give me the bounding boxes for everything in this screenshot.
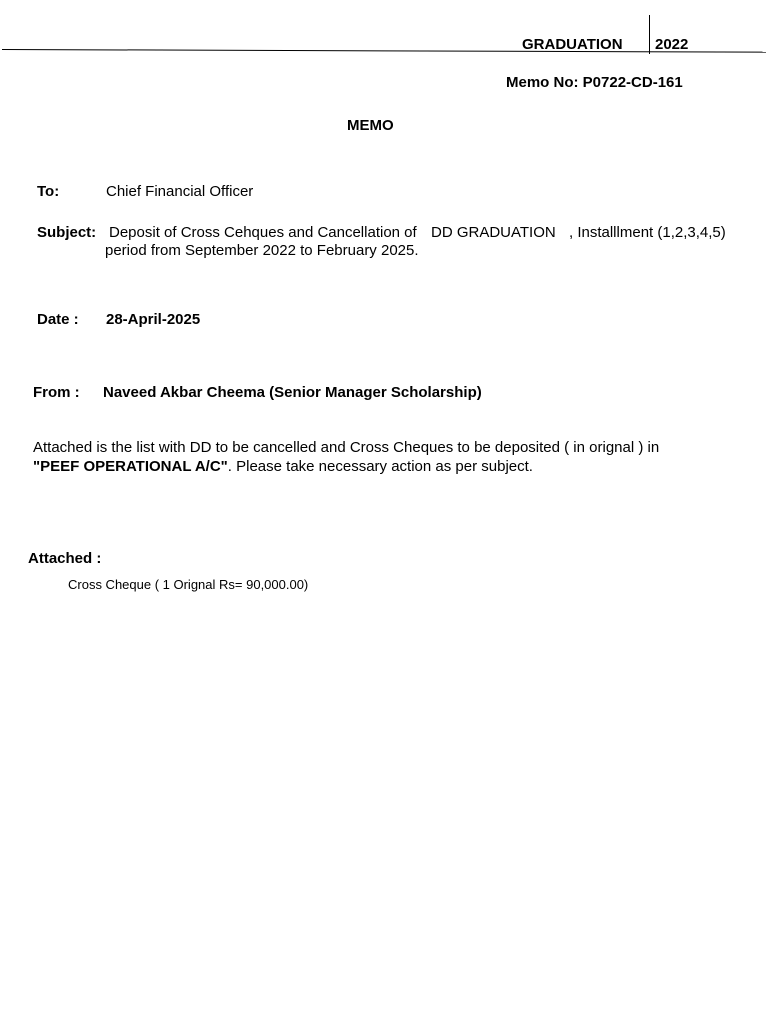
memo-number: Memo No: P0722-CD-161: [506, 74, 683, 91]
body-paragraph: [33, 438, 733, 476]
page-title: MEMO: [347, 117, 394, 134]
header-year: 2022: [655, 36, 689, 53]
from-value: Naveed Akbar Cheema (Senior Manager Scholarship): [103, 384, 482, 401]
header-category: GRADUATION: [522, 36, 623, 53]
attached-label: Attached :: [28, 550, 102, 567]
subject-text-part1: Deposit of Cross Cehques and Cancellation of: [109, 224, 417, 241]
to-value: Chief Financial Officer: [106, 183, 254, 200]
subject-text-part3: , Installlment (1,2,3,4,5): [569, 224, 726, 241]
header-divider: [649, 15, 650, 54]
subject-text-part2: DD GRADUATION: [431, 224, 556, 241]
subject-text-line2: period from September 2022 to February 2025.: [105, 242, 419, 259]
date-label: Date :: [37, 311, 79, 328]
from-label: From :: [33, 384, 80, 401]
date-value: 28-April-2025: [106, 311, 201, 328]
attached-item: Cross Cheque ( 1 Orignal Rs= 90,000.00): [68, 577, 309, 592]
subject-label: Subject:: [37, 224, 97, 241]
account-name: "PEEF OPERATIONAL A/C": [33, 458, 228, 475]
body-rest: . Please take necessary action as per subject.: [227, 458, 533, 475]
to-label: To:: [37, 183, 60, 200]
header-rule: [2, 49, 766, 53]
body-line1: Attached is the list with DD to be cancelled and Cross Cheques to be deposited ( in orignal ) in: [33, 439, 660, 456]
